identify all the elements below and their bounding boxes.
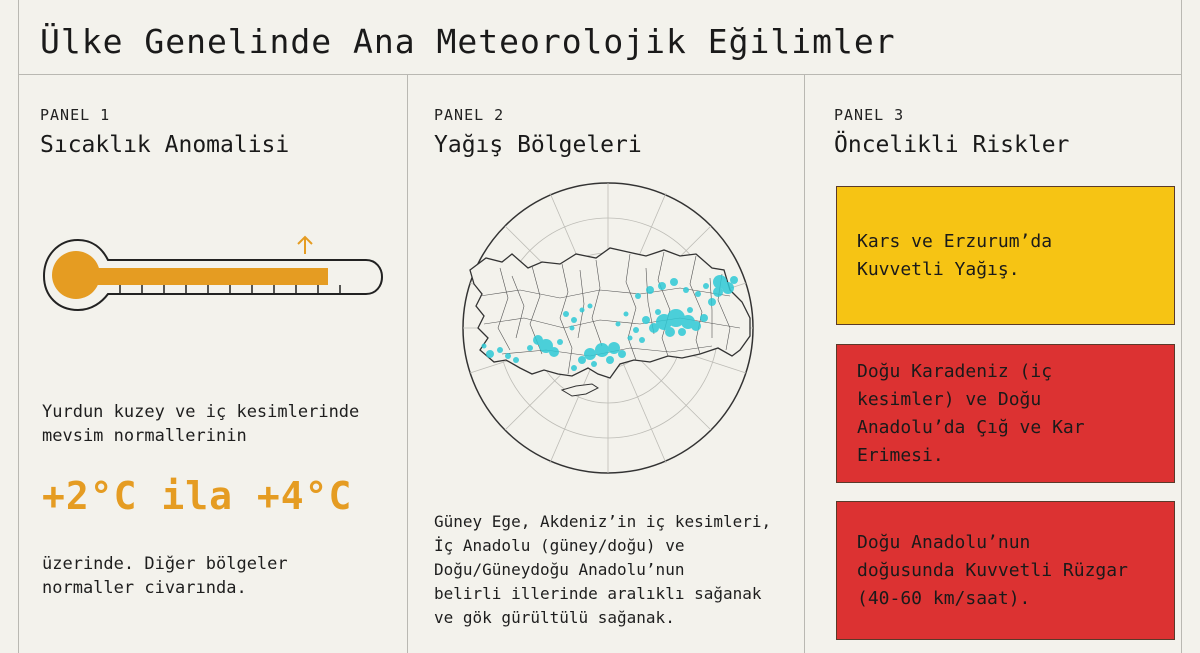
- header-divider: [18, 74, 1182, 75]
- risk-card-heavy-rain: [836, 186, 1175, 325]
- thermometer-icon: [38, 228, 388, 312]
- frame-left-border: [18, 0, 19, 653]
- temperature-range: +2°C ila +4°C: [42, 474, 353, 518]
- risk-card-avalanche: [836, 344, 1175, 483]
- turkey-map-icon: [450, 178, 780, 478]
- panel-label: PANEL 3: [834, 106, 905, 124]
- panel-title: Öncelikli Riskler: [834, 132, 1070, 158]
- risk-card-wind: [836, 501, 1175, 640]
- risk-card-text: Doğu Karadeniz (iç kesimler) ve Doğu Anadolu’da Çığ ve Kar Erimesi.: [857, 360, 1085, 466]
- temperature-note: üzerinde. Diğer bölgeler normaller civarında.: [42, 554, 288, 598]
- panel-label: PANEL 2: [434, 106, 505, 124]
- panel-title: Sıcaklık Anomalisi: [40, 132, 290, 158]
- cyprus-outline: [562, 384, 598, 396]
- panel-divider-1: [407, 74, 408, 653]
- risk-card-text: Doğu Anadolu’nun doğusunda Kuvvetli Rüzgar (40-60 km/saat).: [857, 531, 1128, 609]
- panel-label: PANEL 1: [40, 106, 111, 124]
- frame-right-border: [1181, 0, 1182, 653]
- thermometer-fill: [90, 268, 328, 285]
- arrow-up-icon: [296, 234, 314, 256]
- page-title: Ülke Genelinde Ana Meteorolojik Eğilimler: [40, 22, 896, 61]
- temperature-description: Yurdun kuzey ve iç kesimlerinde mevsim normallerinin: [42, 402, 360, 446]
- panel-title: Yağış Bölgeleri: [434, 132, 642, 158]
- panel-divider-2: [804, 74, 805, 653]
- risk-card-text: Kars ve Erzurum’da Kuvvetli Yağış.: [857, 230, 1053, 280]
- precipitation-description: Güney Ege, Akdeniz’in iç kesimleri, İç Anadolu (güney/doğu) ve Doğu/Güneydoğu Anadolu’nun belirli illerinde aralıklı sağanak ve gök gürültülü sağanak.: [434, 512, 772, 627]
